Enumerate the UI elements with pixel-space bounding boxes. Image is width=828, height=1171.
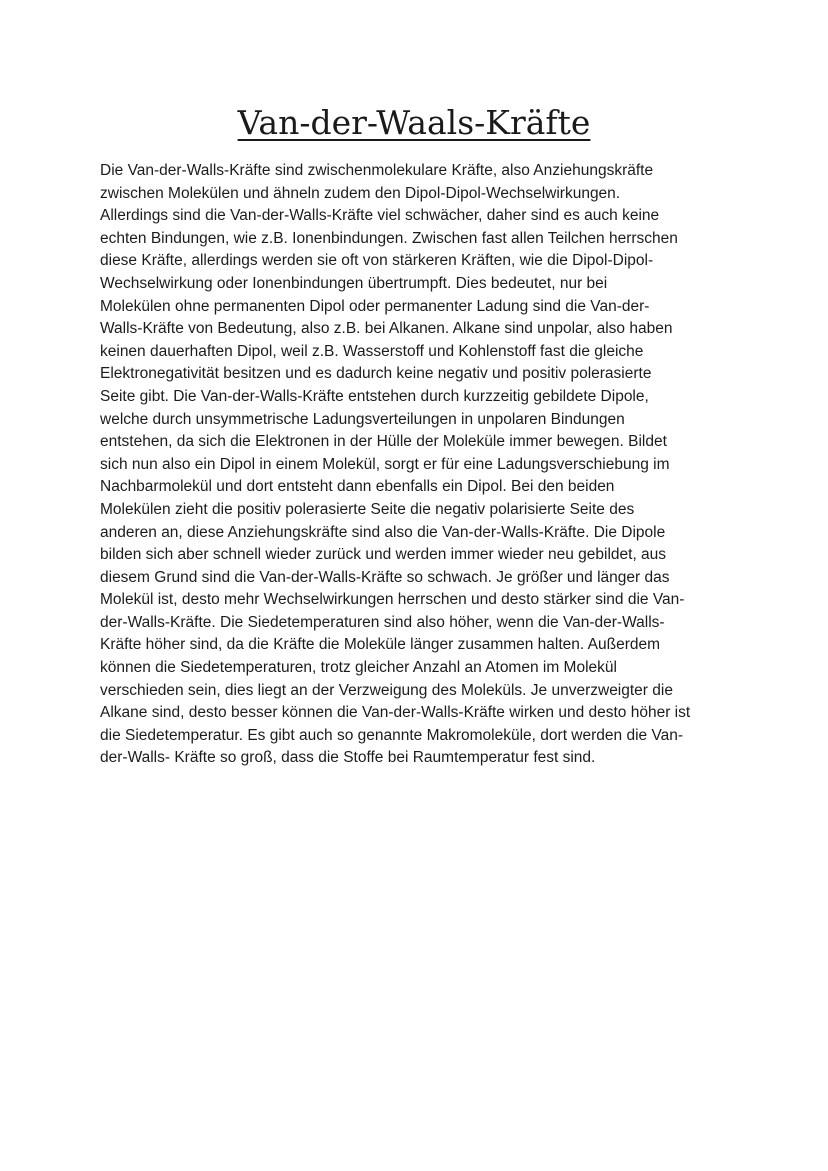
body-line: Alkane sind, desto besser können die Van-der-Walls-Kräfte wirken und desto höher ist xyxy=(100,704,691,722)
body-line: welche durch unsymmetrische Ladungsverteilungen in unpolaren Bindungen xyxy=(100,410,625,428)
body-line: zwischen Molekülen und ähneln zudem den Dipol-Dipol-Wechselwirkungen. xyxy=(100,184,621,202)
body-line: Seite gibt. Die Van-der-Walls-Kräfte entstehen durch kurzzeitig gebildete Dipole, xyxy=(100,387,649,405)
body-line: Molekülen ohne permanenten Dipol oder permanenter Ladung sind die Van-der- xyxy=(100,297,650,315)
body-line: können die Siedetemperaturen, trotz gleicher Anzahl an Atomen im Molekül xyxy=(100,659,617,677)
body-line: keinen dauerhaften Dipol, weil z.B. Wasserstoff und Kohlenstoff fast die gleiche xyxy=(100,342,644,360)
body-line: der-Walls-Kräfte. Die Siedetemperaturen sind also höher, wenn die Van-der-Walls- xyxy=(100,613,665,631)
body-line: Elektronegativität besitzen und es dadurch keine negativ und positiv polerasierte xyxy=(100,365,652,383)
body-line: Nachbarmolekül und dort entsteht dann ebenfalls ein Dipol. Bei den beiden xyxy=(100,478,615,496)
body-line: echten Bindungen, wie z.B. Ionenbindungen. Zwischen fast allen Teilchen herrschen xyxy=(100,229,678,247)
body-text xyxy=(100,160,740,770)
body-line: Die Van-der-Walls-Kräfte sind zwischenmolekulare Kräfte, also Anziehungskräfte xyxy=(100,162,654,179)
body-line: Walls-Kräfte von Bedeutung, also z.B. bei Alkanen. Alkane sind unpolar, also haben xyxy=(100,320,673,338)
body-line: diese Kräfte, allerdings werden sie oft von stärkeren Kräften, wie die Dipol-Dipol- xyxy=(100,252,654,270)
body-line: entstehen, da sich die Elektronen in der Hülle der Moleküle immer bewegen. Bildet xyxy=(100,433,667,451)
body-line: sich nun also ein Dipol in einem Molekül, sorgt er für eine Ladungsverschiebung im xyxy=(100,455,670,473)
body-line: Kräfte höher sind, da die Kräfte die Moleküle länger zusammen halten. Außerdem xyxy=(100,636,661,654)
body-line: die Siedetemperatur. Es gibt auch so genannte Makromoleküle, dort werden die Van- xyxy=(100,726,684,744)
body-line: verschieden sein, dies liegt an der Verzweigung des Moleküls. Je unverzweigter die xyxy=(100,681,673,699)
body-line: Allerdings sind die Van-der-Walls-Kräfte viel schwächer, daher sind es auch keine xyxy=(100,207,660,225)
body-line: der-Walls- Kräfte so groß, dass die Stoffe bei Raumtemperatur fest sind. xyxy=(100,749,596,767)
body-line: Molekül ist, desto mehr Wechselwirkungen herrschen und desto stärker sind die Van- xyxy=(100,591,685,609)
body-line: Molekülen zieht die positiv polerasierte Seite die negativ polarisierte Seite des xyxy=(100,500,635,518)
body-line: bilden sich aber schnell wieder zurück und werden immer wieder neu gebildet, aus xyxy=(100,546,667,564)
body-line: diesem Grund sind die Van-der-Walls-Kräfte so schwach. Je größer und länger das xyxy=(100,568,670,586)
body-line: anderen an, diese Anziehungskräfte sind also die Van-der-Walls-Kräfte. Die Dipole xyxy=(100,523,666,541)
page-title: Van-der-Waals-Kräfte xyxy=(237,103,591,142)
body-line: Wechselwirkung oder Ionenbindungen übertrumpft. Dies bedeutet, nur bei xyxy=(100,274,608,292)
